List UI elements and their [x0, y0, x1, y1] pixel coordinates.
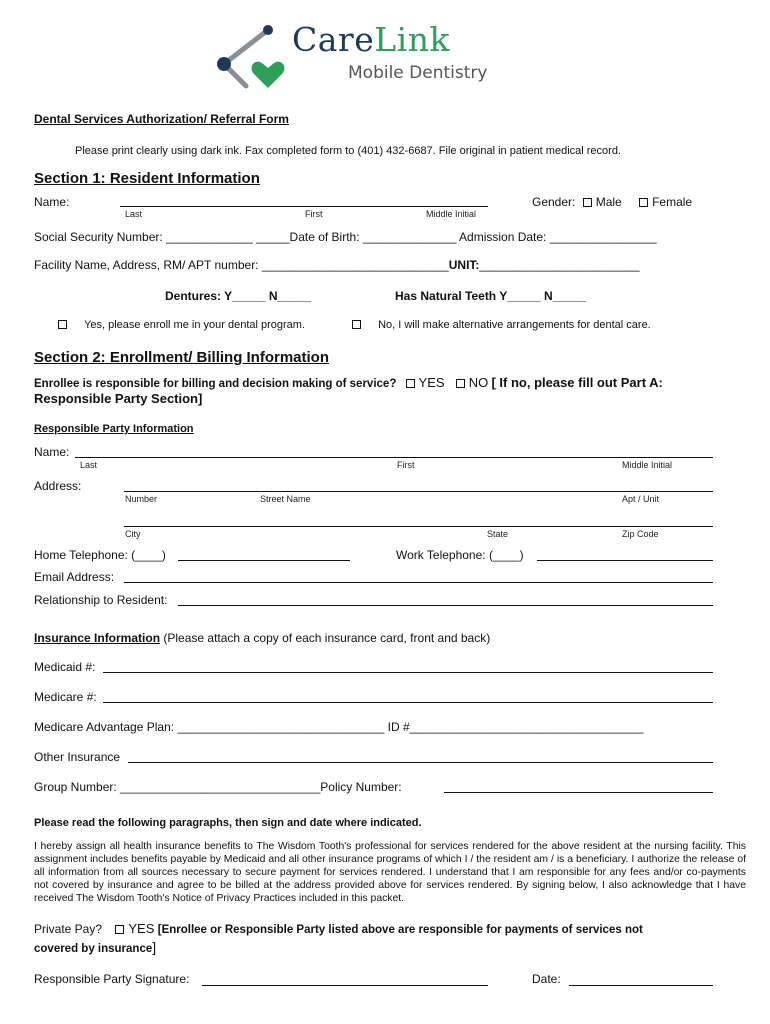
- authorization-heading: Please read the following paragraphs, then sign and date where indicated.: [34, 817, 422, 829]
- dob-field[interactable]: ______________: [362, 230, 457, 244]
- enrollee-yes-checkbox[interactable]: [406, 379, 415, 388]
- relationship-label: Relationship to Resident:: [34, 593, 168, 607]
- relationship-field[interactable]: [178, 605, 713, 606]
- rp-sub-zip: Zip Code: [622, 529, 659, 539]
- rp-name-field[interactable]: [75, 457, 713, 458]
- enroll-yes-label: Yes, please enroll me in your dental program.: [84, 319, 306, 331]
- resident-sub-first: First: [305, 209, 323, 219]
- medicare-label: Medicare #:: [34, 690, 97, 704]
- date-field[interactable]: [569, 985, 713, 986]
- ssn-label: Social Security Number:: [34, 230, 163, 244]
- gender-group: [532, 195, 692, 209]
- medicaid-label: Medicaid #:: [34, 660, 96, 674]
- enrollee-question-row: [34, 375, 663, 390]
- logo-subtitle: Mobile Dentistry: [348, 63, 488, 83]
- enroll-no-checkbox[interactable]: [352, 320, 361, 329]
- enrollee-no-checkbox[interactable]: [456, 379, 465, 388]
- other-insurance-label: Other Insurance: [34, 750, 121, 764]
- rp-sub-last: Last: [80, 460, 98, 470]
- rp-address-line1-field[interactable]: [124, 491, 713, 492]
- id-field[interactable]: ___________________________________: [409, 720, 644, 734]
- email-field[interactable]: [124, 582, 713, 583]
- private-pay-note-line1: [Enrollee or Responsible Party listed above are responsible for payments of services not: [157, 924, 643, 936]
- logo-link: Link: [374, 20, 450, 59]
- policy-label: Policy Number:: [320, 780, 402, 794]
- form-title: Dental Services Authorization/ Referral Form: [34, 112, 289, 126]
- ssn-field[interactable]: _____________ _____: [166, 230, 290, 244]
- logo-title: [292, 20, 450, 59]
- rp-sub-street: Street Name: [260, 494, 311, 504]
- rp-sub-middle: Middle Initial: [622, 460, 673, 470]
- insurance-heading-note: (Please attach a copy of each insurance card, front and back): [163, 631, 491, 645]
- dob-label: Date of Birth:: [289, 230, 360, 244]
- natural-teeth-field[interactable]: Has Natural Teeth Y_____ N_____: [395, 289, 586, 303]
- private-pay-note-line2: covered by insurance: [34, 943, 153, 955]
- gender-male-label: Male: [595, 195, 622, 209]
- rp-sub-city: City: [125, 529, 141, 539]
- enrollee-question: Enrollee is responsible for billing and decision making of service?: [34, 378, 397, 390]
- email-label: Email Address:: [34, 570, 115, 584]
- facility-label: Facility Name, Address, RM/ APT number:: [34, 258, 259, 272]
- group-field[interactable]: ______________________________: [120, 780, 321, 794]
- group-label: Group Number:: [34, 780, 117, 794]
- work-telephone-label: Work Telephone: (____): [396, 548, 524, 562]
- private-pay-close-bracket: ]: [152, 939, 157, 955]
- private-pay-label: Private Pay?: [34, 922, 103, 936]
- admission-label: Admission Date:: [459, 230, 547, 244]
- insurance-heading: Insurance Information: [34, 631, 161, 645]
- home-telephone-label: Home Telephone: (____): [34, 548, 166, 562]
- rp-address-line2-field[interactable]: [124, 526, 713, 527]
- rp-sub-first: First: [397, 460, 415, 470]
- logo-care: Care: [292, 20, 375, 59]
- advantage-row: [34, 720, 643, 734]
- dentures-field[interactable]: Dentures: Y_____ N_____: [165, 289, 311, 303]
- enroll-no-label: No, I will make alternative arrangements for dental care.: [378, 319, 651, 331]
- section1-heading: Section 1: Resident Information: [34, 170, 260, 187]
- ssn-dob-admission-row: [34, 230, 657, 244]
- private-pay-note-line2-row: [34, 939, 156, 955]
- policy-field[interactable]: [444, 792, 713, 793]
- gender-label: Gender:: [532, 195, 576, 209]
- insurance-heading-row: [34, 631, 490, 645]
- resident-sub-last: Last: [125, 209, 143, 219]
- gender-female-checkbox[interactable]: [639, 198, 648, 207]
- medicaid-field[interactable]: [103, 672, 713, 673]
- date-label: Date:: [532, 972, 561, 986]
- gender-male-checkbox[interactable]: [583, 198, 592, 207]
- rp-name-label: Name:: [34, 445, 70, 459]
- advantage-label: Medicare Advantage Plan:: [34, 720, 175, 734]
- gender-female-label: Female: [652, 195, 693, 209]
- enrollee-no-label: NO: [468, 375, 489, 390]
- facility-field[interactable]: ____________________________: [261, 258, 449, 272]
- advantage-field[interactable]: _______________________________: [177, 720, 385, 734]
- form-instructions: Please print clearly using dark ink. Fax completed form to (401) 432-6687. File original in patient medical record.: [75, 145, 621, 157]
- authorization-paragraph: I hereby assign all health insurance benefits to The Wisdom Tooth's professional for services rendered for the above resident at the nursing facility. This assignment includes benefits payable by Medicaid and all other insurance programs of which I / the resident am / is a beneficiary. I authorize the release of all information from all sources necessary to secure payment for services rendered. I understand that I am responsible for any fees and/or co-payments not covered by insurance and agree to be billed at the address provided above for services rendered. By signing below, I also acknowledge that I have received The Wisdom Tooth's Notice of Privacy Practices included in this packet.: [34, 841, 746, 904]
- private-pay-yes-checkbox[interactable]: [115, 925, 124, 934]
- carelink-logo-icon: [212, 20, 292, 96]
- enroll-yes-checkbox[interactable]: [58, 320, 67, 329]
- unit-label: UNIT:: [448, 258, 480, 272]
- private-pay-row: [34, 921, 643, 936]
- medicare-field[interactable]: [103, 702, 713, 703]
- enroll-yes-option: [58, 319, 305, 331]
- rp-address-label: Address:: [34, 479, 82, 493]
- signature-field[interactable]: [202, 985, 488, 986]
- enrollee-note-line2: Responsible Party Section]: [34, 391, 203, 406]
- enrollee-yes-label: YES: [418, 375, 445, 390]
- facility-row: [34, 258, 640, 272]
- home-telephone-field[interactable]: [178, 560, 350, 561]
- private-pay-yes-label: YES: [128, 921, 155, 936]
- id-label: ID #: [387, 720, 410, 734]
- signature-label: Responsible Party Signature:: [34, 972, 190, 986]
- resident-sub-middle: Middle Initial: [426, 209, 477, 219]
- work-telephone-field[interactable]: [537, 560, 713, 561]
- resident-name-label: Name:: [34, 195, 70, 209]
- admission-field[interactable]: ________________: [549, 230, 657, 244]
- unit-field[interactable]: ________________________: [479, 258, 640, 272]
- other-insurance-field[interactable]: [128, 762, 713, 763]
- resident-name-field[interactable]: [120, 206, 488, 207]
- rp-sub-number: Number: [125, 494, 158, 504]
- rp-sub-apt: Apt / Unit: [622, 494, 660, 504]
- enroll-no-option: [352, 319, 651, 331]
- responsible-party-heading: Responsible Party Information: [34, 423, 194, 435]
- group-policy-row: [34, 780, 402, 794]
- enrollee-note-line1: [ If no, please fill out Part A:: [491, 375, 663, 390]
- rp-sub-state: State: [487, 529, 509, 539]
- section2-heading: Section 2: Enrollment/ Billing Information: [34, 349, 330, 366]
